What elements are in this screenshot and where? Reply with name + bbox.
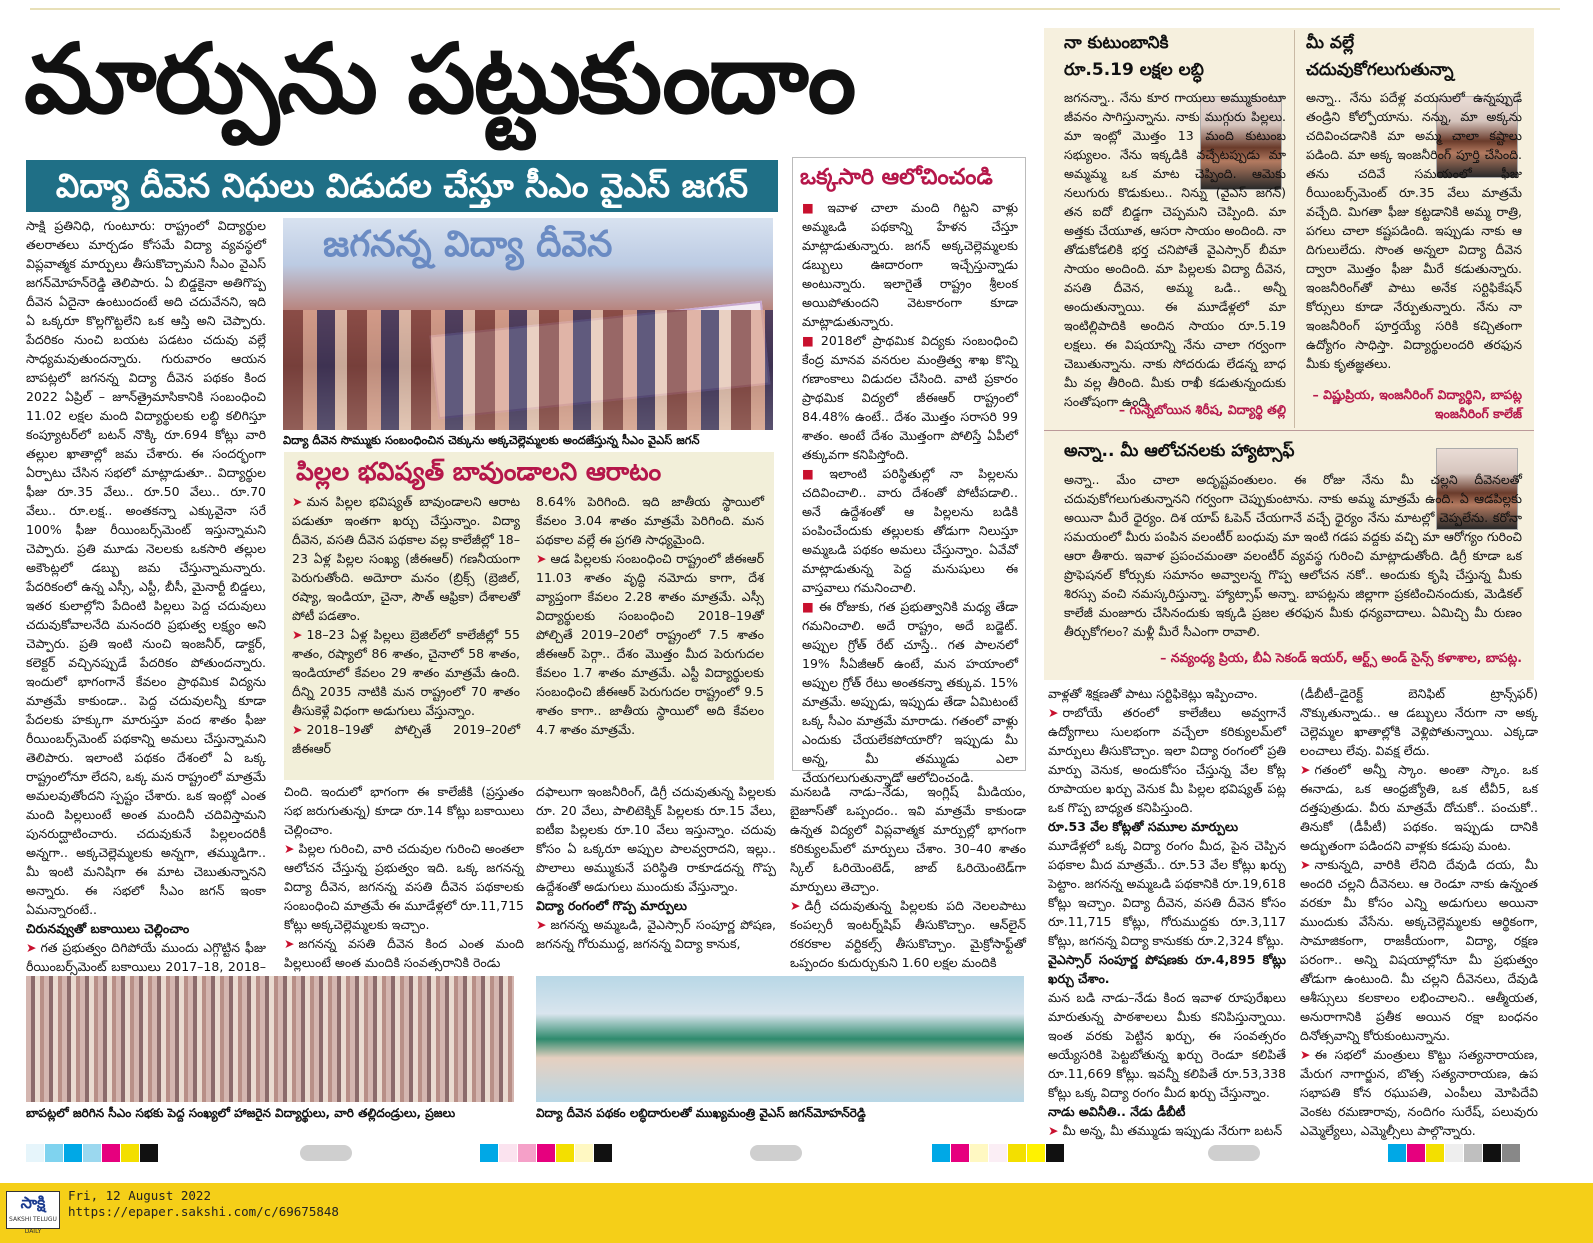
paragraph-text: అన్నా.. నేను పదేళ్ల వయసులో ఉన్నప్పుడే తండ్రిని కోల్పోయాను. నన్ను, మా అక్కను చదివించడానికి మా అమ్మ చాలా కష్టాలు పడింది. మా అక్క ఇంజనీరింగ్ పూర్తి చేసింది. తను చదివే సమయంలో ఫీజు రీయింబర్స్‌మెంట్ రూ.35 వేలు మాత్రమే వచ్చేది. మిగతా ఫీజు కట్టడానికి అమ్మ రాత్రి, పగలు చాలా కష్టపడింది. ఇప్పుడు నాకు ఆ దిగులులేదు. సొంత అన్నలా విద్యా దీవెన ద్వారా మొత్తం ఫీజు మీరే కడుతున్నారు. ఇంజనీరింగ్‌తో పాటు అనేక సర్టిఫికేషన్ కోర్సులు కూడా నేర్పుతున్నారు. నేను నా ఇంజనీరింగ్ పూర్తయ్యే సరికి కచ్చితంగా ఉద్యోగం సాధిస్తా. విద్యార్థులందరి తరఫున మీకు కృతజ్ఞతలు. <box>1306 90 1522 371</box>
section-heading: నాడు అవినీతి.. నేడు డీబీటీ <box>1048 1104 1186 1119</box>
section-heading: రూ.53 వేల కోట్లతో సమూల మార్పులు <box>1048 819 1239 834</box>
crowd-photo <box>26 976 514 1102</box>
lower-right-column-2 <box>1300 684 1538 1138</box>
paragraph-text: చింది. ఇందులో భాగంగా ఈ కాలేజీకి (ప్రస్తుతం సభ జరుగుతున్న) కూడా రూ.14 కోట్లు బకాయిలు చెల్లించాం. <box>284 784 524 837</box>
bullet-icon: ➤ <box>292 722 303 737</box>
testimonial-signature-2: – విష్ణుప్రియ, ఇంజనీరింగ్ విద్యార్థిని, బాపట్ల ఇంజనీరింగ్ కాలేజ్ <box>1312 387 1522 421</box>
square-bullet-icon: ■ <box>802 599 815 614</box>
section-heading: వైఎస్సార్ సంపూర్ణ పోషణకు రూ.4,895 కోట్లు ఖర్చు చేశాం. <box>1048 952 1286 986</box>
bullet-icon: ➤ <box>284 936 295 951</box>
paragraph-text: జగనన్నా.. నేను కూర గాయలు అమ్ముకుంటూ జీవనం సాగిస్తున్నాను. నాకు ముగ్గురు పిల్లలు. మా ఇంట్లో మొత్తం 13 మంది కుటుంబ సభ్యులం. నేను ఇక్కడికి వచ్చేటప్పుడు మా అమ్మమ్మ ఒక మాట చెప్పింది. ఆమెకు నలుగురు కొడుకులు.. నిన్ను (వైఎస్ జగన్) తన ఐదో బిడ్డగా చెప్పమని చెప్పింది. మా అత్తకు చేయూత, ఆసరా సాయం అందింది. నా తోడుకోడలికి భర్త చనిపోతే వైఎస్సార్ బీమా సాయం అందింది. మా పిల్లలకు విద్యా దీవెన, వసతి దీవెన, అమ్మ ఒడి.. అన్నీ అందుతున్నాయి. ఈ మూడేళ్లలో మా ఇంటిల్లిపాదికి అందిన సాయం రూ.5.19 లక్షలు. ఈ విషయాన్ని నేను చాలా గర్వంగా చెబుతున్నాను. నాకు సోదరుడు లేడన్న బాధ మీ వల్ల తీరింది. మీకు రాఖీ కడుతున్నందుకు సంతోషంగా ఉంది. <box>1064 90 1286 409</box>
bullet-icon: ➤ <box>26 940 37 955</box>
bullet-text: రాబోయే తరంలో కాలేజీలు అవ్వగానే ఉద్యోగాలు సులభంగా వచ్చేలా కరిక్యులమ్‌లో మార్పులు తీసుకొచ్చాం. ఇలా విద్యా రంగంలో ప్రతి మార్పు వెనుక, అందుకోసం చేస్తున్న వేల కోట్ల రూపాయల ఖర్చు వెనుక మీ పిల్లల భవిష్యత్ పట్ల ఒక గొప్ప బాధ్యత కనిపిస్తుంది. <box>1048 705 1286 815</box>
paragraph-text: దఫాలుగా ఇంజనీరింగ్, డిగ్రీ చదువుతున్న పిల్లలకు రూ. 20 వేలు, పాలిటెక్నిక్ పిల్లలకు రూ.15 వేలు, ఐటీఐ పిల్లలకు రూ.10 వేలు ఇస్తున్నాం. చదువు కోసం ఏ ఒక్కరూ అప్పుల పాలవ్వరాదని, ఇల్లు.. పొలాలు అమ్ముకునే పరిస్థితి రాకూడదన్న గొప్ప ఉద్దేశంతో అడుగులు ముందుకు వేస్తున్నాం. <box>536 784 776 894</box>
bullet-icon: ➤ <box>1300 762 1311 777</box>
panel-divider-horizontal <box>1044 430 1534 431</box>
bullet-icon: ➤ <box>536 917 547 932</box>
bullet-icon: ➤ <box>1300 857 1311 872</box>
pillala-section-title: పిల్లల భవిష్యత్ బావుండాలని ఆరాటం <box>296 457 662 486</box>
paragraph-text: మన బడి నాడు–నేడు కింద ఇవాళ రూపురేఖలు మారుతున్న పాఠశాలలు మీకు కనిపిస్తున్నాయి. ఇంత వరకు పెట్టిన ఖర్చు, ఈ సంవత్సరం అయ్యేసరికి పెట్టబోతున్న ఖర్చు రెండూ కలిపితే రూ.11,669 కోట్లు. ఇవన్నీ కలిపితే రూ.53,338 కోట్లు ఒక్క విద్యా రంగం మీద ఖర్చు చేస్తున్నాం. <box>1048 990 1286 1100</box>
testimonial-title-2: మీ వల్లే చదువుకోగలుగుతున్నా <box>1306 33 1454 80</box>
section-heading: విద్యా రంగంలో గొప్ప మార్పులు <box>536 898 687 913</box>
bullet-icon: ➤ <box>1048 1123 1059 1138</box>
testimonial-text-3 <box>1064 470 1522 644</box>
okkasari-text <box>802 198 1019 785</box>
pillala-column-2 <box>536 492 764 776</box>
bullet-text: గత ప్రభుత్వం దిగిపోయే ముందు ఎగ్గొట్టిన ఫీజు రీయింబర్స్‌మెంట్ బకాయిలు 2017–18, 2018– <box>26 940 266 974</box>
bullet-icon: ➤ <box>536 551 547 566</box>
bullet-text: మీ అన్న, మీ తమ్ముడు ఇప్పుడు నేరుగా బటన్ <box>1062 1123 1283 1138</box>
paragraph-text: 8.64% పెరిగింది. ఇది జాతీయ స్థాయిలో కేవలం 3.04 శాతం మాత్రమే పెరిగింది. మన పథకాల వల్లే ఈ ప్రగతి సాధ్యమైంది. <box>536 494 764 547</box>
bullet-text: గతంలో అన్నీ స్కాం. అంతా స్కాం. ఒక ఈనాడు, ఒక ఆంధ్రజ్యోతి, ఒక టీవీ5, ఒక దత్తపుత్రుడు. వీరు మాత్రమే దోచుకో.. పంచుకో.. తినుకో (డీపీటీ) పథకం. ఇప్పుడు దానికి అద్భుతంగా పడిందని వాళ్లకు కడుపు మంట. <box>1300 762 1538 853</box>
lower-column-3 <box>536 782 776 964</box>
crowd-photo-caption: బాపట్లలో జరిగిన సీఎం సభకు పెద్ద సంఖ్యలో హాజరైన విద్యార్థులు, వారి తల్లిదండ్రులు, ప్రజలు <box>26 1106 456 1120</box>
bullet-icon: ➤ <box>1048 705 1059 720</box>
bullet-text: ఇవాళ చాలా మంది గిట్టని వాళ్లు అమ్మఒడి పథకాన్ని హేళన చేస్తూ మాట్లాడుతున్నారు. జగన్ అక్కచెల్లెమ్మలకు డబ్బులు ఊదారంగా ఇచ్చేస్తున్నాడు అంటున్నారు. ఇలాగైతే రాష్ట్రం శ్రీలంక అయిపోతుందని వెటకారంగా కూడా మాట్లాడుతున్నారు. <box>802 200 1018 329</box>
footer-date: Fri, 12 August 2022 <box>68 1188 211 1203</box>
section-heading: చిరునవ్వుతో బకాయిలు చెల్లించాం <box>26 921 190 936</box>
square-bullet-icon: ■ <box>802 200 824 215</box>
bullet-text: ఇలాంటి పరిస్థితుల్లో నా పిల్లలను చదివించాలి.. వారు దేశంతో పోటీపడాలి.. అనే ఉద్దేశంతో ఆ పిల్లలను బడికి పంపించేందుకు తల్లులకు తోడుగా నిలుస్తూ అమ్మఒడి పథకం అమలు చేస్తున్నాం. ఏవేవో మాట్లాడుతున్న పెద్ద మనుషులు ఈ వాస్తవాలు గమనించాలి. <box>802 466 1018 595</box>
lower-column-2 <box>284 782 524 970</box>
bullet-text: డిగ్రీ చదువుతున్న పిల్లలకు పది నెలలపాటు కంపల్సరీ ఇంటర్న్‌షిప్ తీసుకొచ్చాం. ఆన్‌లైన్ రకరకాల వర్టికల్స్ తీసుకొచ్చాం. మైక్రోసాఫ్ట్‌తో ఒప్పందం కుదుర్చుకుని 1.60 లక్షల మందికి <box>790 898 1026 970</box>
testimonial-title-1: నా కుటుంబానికి రూ.5.19 లక్షల లబ్ధి <box>1064 33 1204 80</box>
paragraph-text: అన్నా.. మేం చాలా అదృష్టవంతులం. ఈ రోజు నేను మీ చల్లని దీవెనలతో చదువుకోగలుగుతున్నానని గర్వంగా చెప్పుకుంటాను. నాకు అమ్మ మాత్రమే ఉంది. ఏ ఆడపిల్లకు అయినా మీరే ధైర్యం. దిశ యాప్ ఓపెన్ చేయగానే వచ్చే ధైర్యం నేను మాటల్లో చెప్పలేను. కరోనా సమయంలో మీరు పంపిన వలంటీర్ బంధువు మా ఇంటి గడప వద్దకు వచ్చి మా ఆరోగ్యం గురించి ఆరా తీశారు. ఇవాళ ప్రపంచమంతా వలంటీర్ వ్యవస్థ గురించి మాట్లాడుతోంది. డిగ్రీ కూడా ఒక ప్రొఫెషనల్ కోర్సుకు సమానం అవ్వాలన్న గొప్ప ఆలోచన నకో.. అందుకు కృషి చేస్తున్న మీకు శిరస్సు వంచి నమస్కరిస్తున్నా. హ్యాట్సాఫ్ అన్నా. బాపట్లను జిల్లాగా ప్రకటించినందుకు, మెడికల్ కాలేజీ మంజూరు చేసినందుకు ఇక్కడి ప్రజల తరఫున మీకు ధన్యవాదాలు. ఏమిచ్చి మీ రుణం తీర్చుకోగలం? మళ్లీ మీరే సీఎంగా రావాలి. <box>1064 472 1522 639</box>
color-registration-strip <box>1388 1144 1521 1162</box>
logo-text: సాక్షి <box>20 1193 46 1212</box>
color-registration-strip <box>480 1144 613 1162</box>
bullet-text: మన పిల్లల భవిష్యత్ బావుండాలని ఆరాట పడుతూ ఇంతగా ఖర్చు చేస్తున్నాం. విద్యా దీవెన, వసతి దీవెన పథకాల వల్ల కాలేజీల్లో 18–23 ఏళ్ల పిల్లల సంఖ్య (జీఈఆర్) గణనీయంగా పెరుగుతోంది. అదెూరా మనం (బ్రిక్స్ (బ్రెజిల్, రష్యా, ఇండియా, చైనా, సౌత్ ఆఫ్రికా) దేశాలతో పోటీ పడతాం. <box>292 494 520 623</box>
bullet-icon: ➤ <box>1300 1047 1311 1062</box>
bullet-text: 2018లో ప్రాథమిక విద్యకు సంబంధించి కేంద్ర మానవ వనరుల మంత్రిత్వ శాఖ కొన్ని గణాంకాలు విడుదల చేసింది. వాటి ప్రకారం ప్రాథమిక విద్యలో జీఈఆర్ రాష్ట్రంలో 84.48% ఉంటే.. దేశం మొత్తం సరాసరి 99 శాతం. అంటే దేశం మొత్తంగా పోలిస్తే ఏపీలో తక్కువగా కనిపిస్తోంది. <box>802 333 1018 462</box>
bullet-text: ఈ రోజుకు, గత ప్రభుత్వానికి మధ్య తేడా గమనించాలి. అదే రాష్ట్రం, అదే బడ్జెట్. అప్పుల గ్రోత్ రేట్ చూస్తే.. గత పాలనలో 19% సీఏజీఆర్ ఉంటే, మన హయాంలో అప్పుల గ్రోత్ రేటు అంతకన్నా తక్కువ. 15% మాత్రమే. అప్పుడు, ఇప్పుడు తేడా ఏమిటంటే ఒక్క సీఎం మాత్రమే మారాడు. గతంలో వాళ్లు ఎందుకు చేయలేకపోయారో? ఇప్పుడు మీ అన్న, మీ తమ్ముడు ఎలా చేయగలుగుతున్నాడో ఆలోచించండి. <box>802 599 1019 785</box>
photo-banner-text: జగనన్న విద్యా దీవెన <box>323 224 613 265</box>
main-photo-caption: విద్యా దీవెన సొమ్ముకు సంబంధించిన చెక్కును అక్కచెల్లెమ్మలకు అందజేస్తున్న సీఎం వైఎస్ జగన్ <box>283 433 700 447</box>
bullet-text: జగనన్న వసతి దీవెన కింద ఎంత మంది పిల్లలుంటే అంత మందికి సంవత్సరానికి రెండు <box>284 936 524 970</box>
paragraph-text: (డీబీటీ–డైరెక్ట్ బెనిఫిట్ ట్రాన్స్‌ఫర్) నొక్కుతున్నాడు.. ఆ డబ్బులు నేరుగా నా అక్క చెల్లెమ్మల ఖాతాల్లోకి వెళ్లిపోతున్నాయి. ఎక్కడా లంచాలు లేవు. వివక్ష లేదు. <box>1300 686 1538 758</box>
beneficiaries-photo <box>536 976 1024 1102</box>
lower-right-column-1 <box>1048 684 1286 1138</box>
bullet-text: నాకున్నది, వారికి లేనిది దేవుడి దయ, మీ అందరి చల్లని దీవెనలు. ఆ రెండూ నాకు ఉన్నంత వరకూ మీ కోసం ఎన్ని అడుగులు అయినా ముందుకు వేసేను. అక్కచెల్లెమ్మలకు ఆర్థికంగా, సామాజికంగా, రాజకీయంగా, విద్యా, రక్షణ పరంగా.. అన్ని విషయాల్లోనూ మీ ప్రభుత్వం తోడుగా ఉంటుంది. మీ చల్లని దీవెనలు, దేవుడి ఆశీస్సులు కలకాలం లభించాలని.. ఆత్మీయత, అనురాగానికి ప్రతీక అయిన రక్షా బంధనం దినోత్సవాన్ని కోరుకుంటున్నాను. <box>1300 857 1538 1043</box>
logo-subtext: SAKSHI TELUGU DAILY <box>9 1216 57 1235</box>
registration-oval <box>750 1145 802 1161</box>
paragraph-text: మనబడి నాడు–నేడు, ఇంగ్లిష్ మీడియం, బైజూస్‌తో ఒప్పందం.. ఇవి మాత్రమే కాకుండా ఉన్నత విద్యలో విప్లవాత్మక మార్పుల్లో భాగంగా కరిక్యులమ్‌లో మార్పులు చేశాం. 30–40 శాతం స్కిల్ ఓరియెంటెడ్, జాబ్ ఓరియెంటెడ్‌గా మార్పులు తెచ్చాం. <box>790 784 1026 894</box>
lead-article-text: సాక్షి ప్రతినిధి, గుంటూరు: రాష్ట్రంలో విద్యార్థుల తలరాతలు మార్చడం కోసమే విద్యా వ్యవస్థలో విప్లవాత్మక మార్పులు తీసుకొచ్చామని సీఎం వైఎస్ జగన్‌మోహన్‌రెడ్డి తెలిపారు. ఏ బిడ్డకైనా అతిగొప్ప దీవెన ఏదైనా ఉంటుందంటే అది చదువేనని, ఇది ఏ ఒక్కరూ కొల్లగొట్టలేని ఒక ఆస్తి అని చెప్పారు. పేదరికం నుంచి బయట పడటం చదువు వల్లే సాధ్యమవుతుందన్నారు. గురువారం ఆయన బాపట్లలో జగనన్న విద్యా దీవెన పథకం కింద 2022 ఏప్రిల్ – జూన్‌త్రైమాసికానికి సంబంధించి 11.02 లక్షల మంది విద్యార్థులకు లబ్ధి కలిగిస్తూ కంప్యూటర్‌లో బటన్ నొక్కి రూ.694 కోట్లు వారి తల్లుల ఖాతాల్లో జమ చేశారు. ఈ సందర్భంగా ఏర్పాటు చేసిన సభలో మాట్లాడుతూ.. విద్యార్థుల ఫీజు రూ.35 వేలు.. రూ.50 వేలు.. రూ.70 వేలు.. రూ.లక్ష.. అంతకన్నా ఎక్కువైనా సరే 100% ఫీజు రీయింబర్స్‌మెంట్ ఇస్తున్నామని చెప్పారు. ప్రతి మూడు నెలలకు ఒకసారి తల్లుల అకౌంట్లలో డబ్బు జమ చేస్తున్నామన్నారు. పేదరికంలో ఉన్న ఎస్సీ, ఎస్టీ, బీసీ, మైనార్టీ బిడ్డలు, ఇతర కులాల్లోని పేదింటి పిల్లలు పెద్ద చదువులు చదువుకోవాలనేది మనందరి ప్రభుత్వ లక్ష్యం అని చెప్పారు. ప్రతి ఇంటి నుంచి ఇంజనీర్, డాక్టర్, కలెక్టర్ వచ్చినప్పుడే పేదరికం పోతుందన్నారు. ఇందులో భాగంగానే కేవలం ప్రాథమిక విద్యను మాత్రమే కాకుండా.. పెద్ద చదువులన్నీ కూడా పేదలకు హక్కుగా మారుస్తూ వంద శాతం ఫీజు రీయింబర్స్‌మెంట్ పథకాన్ని అమలు చేస్తున్నామని తెలిపారు. ఇలాంటి పథకం దేశంలో ఏ ఒక్క రాష్ట్రంలోనూ లేదని, ఒక్క మన రాష్ట్రంలో మాత్రమే అమలవుతోందని స్పష్టం చేశారు. ఒక ఇంట్లో ఎంత మంది పిల్లలుంటే అంత మందినీ చదివిస్తామని పునరుద్ఘాటించారు. చదువుకునే పిల్లలందరికీ అన్నగా.. అక్కచెల్లెమ్మలకు అన్నగా, తమ్ముడిగా.. మీ ఇంటి మనిషిగా ఈ మాట చెబుతున్నానని అన్నారు. ఈ సభలో సీఎం జగన్ ఇంకా ఏమన్నారంటే.. <box>26 218 267 917</box>
color-registration-strip <box>932 1144 1065 1162</box>
bullet-text: ఈ సభలో మంత్రులు కొట్టు సత్యనారాయణ, మేరుగ నాగార్జున, బొత్స సత్యనారాయణ, ఉప సభాపతి కోన రఘుపతి, ఎంపీలు మోపిదేవి వెంకట రమణారావు, నందిగం సురేష్, పలువురు ఎమ్మెల్యేలు, ఎమ్మెల్సీలు పాల్గొన్నారు. <box>1300 1047 1538 1138</box>
footer-url-link[interactable]: https://epaper.sakshi.com/c/69675848 <box>68 1204 339 1219</box>
paragraph-text: వాళ్లతో శిక్షణతో పాటు సర్టిఫికెట్లు ఇప్పించాం. <box>1048 686 1258 701</box>
bullet-text: జగనన్న అమ్మఒడి, వైఎస్సార్ సంపూర్ణ పోషణ, జగనన్న గోరుముద్ద, జగనన్న విద్యా కానుక, <box>536 917 776 951</box>
registration-oval <box>1208 1145 1260 1161</box>
lead-article-column <box>26 216 267 974</box>
sakshi-logo[interactable] <box>6 1191 60 1235</box>
color-registration-strip <box>26 1144 159 1162</box>
top-rule <box>30 8 1560 10</box>
page-headline: మార్పును పట్టుకుందాం <box>24 22 855 135</box>
beneficiaries-photo-caption: విద్యా దీవెన పథకం లబ్ధిదారులతో ముఖ్యమంత్రి వైఎస్ జగన్‌మోహన్‌రెడ్డి <box>536 1106 866 1120</box>
testimonial-text-1 <box>1064 88 1286 409</box>
photo-people <box>283 310 773 430</box>
testimonial-title-3: అన్నా.. మీ ఆలోచనలకు హ్యాట్సాఫ్ <box>1064 441 1295 461</box>
bullet-text: 2018–19తో పోల్చితే 2019–20లో జీఈఆర్ <box>292 722 520 756</box>
okkasari-title: ఒక్కసారి ఆలోచించండి <box>800 165 993 190</box>
testimonial-text-2 <box>1306 88 1522 386</box>
bullet-icon: ➤ <box>292 627 303 642</box>
bullet-text: 18–23 ఏళ్ల పిల్లలు బ్రెజిల్‌లో కాలేజీల్లో 55 శాతం, రష్యాలో 86 శాతం, చైనాలో 58 శాతం, ఇండియాలో కేవలం 29 శాతం మాత్రమే ఉంది. దీన్ని 2035 నాటికి మన రాష్ట్రంలో 70 శాతం తీసుకెళ్లే విధంగా అడుగులు వేస్తున్నాం. <box>292 627 520 718</box>
square-bullet-icon: ■ <box>802 333 817 348</box>
lower-column-4 <box>790 782 1026 970</box>
panel-divider-vertical <box>1294 30 1295 428</box>
paragraph-text: మూడేళ్లలో ఒక్క విద్యా రంగం మీద, పైన చెప్పిన పథకాల మీద మాత్రమే.. రూ.53 వేల కోట్లు ఖర్చు పెట్టాం. జగనన్న అమ్మఒడి పథకానికి రూ.19,618 కోట్లు ఇచ్చాం. విద్యా దీవెన, వసతి దీవెన కోసం రూ.11,715 కోట్లు, గోరుముద్దకు రూ.3,117 కోట్లు, జగనన్న విద్యా కానుకకు రూ.2,324 కోట్లు. <box>1048 838 1286 948</box>
registration-oval <box>300 1145 352 1161</box>
bullet-text: పిల్లల గురించి, వారి చదువుల గురించి అంతలా ఆలోచన చేస్తున్న ప్రభుత్వం ఇది. ఒక్క జగనన్న విద్యా దీవెన, జగనన్న వసతి దీవెన పథకాలకు సంబంధించి మాత్రమే ఈ మూడేళ్లలో రూ.11,715 కోట్లు అక్కచెల్లెమ్మలకు ఇచ్చాం. <box>284 841 524 932</box>
testimonial-signature-1: – గున్నేబోయిన శిరీష, విద్యార్థి తల్లి <box>1118 402 1286 417</box>
bullet-text: ఆడ పిల్లలకు సంబంధించి రాష్ట్రంలో జీఈఆర్ 11.03 శాతం వృద్ధి నమోదు కాగా, దేశ వ్యాప్తంగా కేవలం 2.28 శాతం మాత్రమే. ఎస్సీ విద్యార్థులకు సంబంధించి 2018–19తో పోల్చితే 2019–20లో రాష్ట్రంలో 7.5 శాతం జీఈఆర్ పెర్గా.. దేశం మొత్తం మీద పెరుగుదల కేవలం 1.7 శాతం మాత్రమే. ఎస్టీ విద్యార్థులకు సంబంధించి జీఈఆర్ పెరుగుదల రాష్ట్రంలో 9.5 శాతం కాగా.. జాతీయ స్థాయిలో అది కేవలం 4.7 శాతం మాత్రమే. <box>536 551 764 737</box>
main-photo <box>283 218 773 430</box>
pillala-column-1 <box>292 492 520 776</box>
square-bullet-icon: ■ <box>802 466 826 481</box>
bullet-icon: ➤ <box>790 898 801 913</box>
bullet-icon: ➤ <box>284 841 295 856</box>
bullet-icon: ➤ <box>292 494 303 509</box>
subheadline-banner: విద్యా దీవెన నిధులు విడుదల చేస్తూ సీఎం వైఎస్ జగన్ <box>26 160 778 212</box>
testimonial-signature-3: – నవ్యంధ్య ప్రియ, బీఏ సెకండ్ ఇయర్, ఆర్ట్స్ అండ్ సైన్స్ కళాశాల, బాపట్ల. <box>1160 650 1522 665</box>
